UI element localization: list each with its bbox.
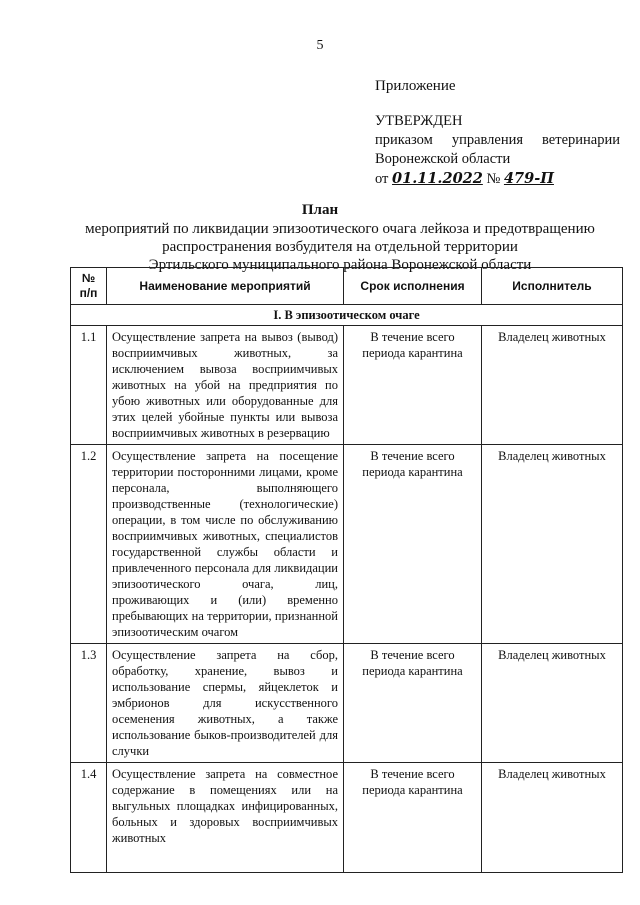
header-term: Срок исполнения — [344, 268, 482, 305]
row-num: 1.2 — [71, 445, 107, 644]
approval-status: УТВЕРЖДЕН — [375, 113, 463, 129]
page-number: 5 — [316, 38, 324, 53]
row-executor: Владелец животных — [482, 763, 623, 873]
row-text: Осуществление запрета на вывоз (вывод) восприимчивых животных, за исключением вывоза восприимчивых животных на убой на предприятия по убою животных или оборудованные для этих целей убойные пункты или вывоза восприимчивых животных в резервацию — [107, 326, 344, 445]
row-text: Осуществление запрета на сбор, обработку, хранение, вывоз и использование спермы, яйцеклеток и эмбрионов для искусственного осеменения животных, а также использование быков-производителей для случки — [107, 644, 344, 763]
section-row — [71, 305, 623, 326]
approval-number-sign: № — [486, 171, 501, 187]
approval-order-line: приказом управления ветеринарии — [375, 132, 620, 148]
row-executor: Владелец животных — [482, 644, 623, 763]
subtitle-line-1: мероприятий по ликвидации эпизоотического очага лейкоза и предотвращению — [85, 221, 595, 237]
row-text: Осуществление запрета на совместное содержание в помещениях или на выгульных площадках инфицированных, больных и здоровых восприимчивых животных — [107, 763, 344, 873]
approval-region-line: Воронежской области — [375, 151, 511, 167]
header-num: № п/п — [71, 268, 107, 305]
row-term: В течение всего периода карантина — [344, 445, 482, 644]
table-row — [71, 326, 623, 445]
row-term: В течение всего периода карантина — [344, 763, 482, 873]
row-num: 1.3 — [71, 644, 107, 763]
document-title: План — [301, 202, 339, 218]
row-executor: Владелец животных — [482, 445, 623, 644]
row-num: 1.4 — [71, 763, 107, 873]
approval-date-line — [375, 169, 620, 189]
approval-from-prefix: от — [375, 171, 389, 187]
row-executor: Владелец животных — [482, 326, 623, 445]
table-row — [71, 445, 623, 644]
approval-number: 479-П — [503, 170, 554, 187]
appendix-label: Приложение — [375, 78, 456, 94]
table-row — [71, 644, 623, 763]
subtitle-line-3: Эртильского муниципального района Воронежской области — [148, 257, 532, 273]
header-name: Наименование мероприятий — [107, 268, 344, 305]
approval-block — [375, 112, 620, 189]
table-header-row — [71, 268, 623, 305]
row-num: 1.1 — [71, 326, 107, 445]
row-text: Осуществление запрета на посещение территории посторонними лицами, кроме персонала, выполняющего производственные (технологические) операции, в том числе по обслуживанию восприимчивых животных, специалистов государственной службы области и привлеченного персонала для ликвидации эпизоотического очага, лиц, проживающих и (или) временно пребывающих на территории, признанной эпизоотическим очагом — [107, 445, 344, 644]
section-title: I. В эпизоотическом очаге — [71, 305, 623, 326]
header-executor: Исполнитель — [482, 268, 623, 305]
document-subtitle — [70, 220, 610, 274]
approval-date: 01.11.2022 — [392, 170, 483, 187]
subtitle-line-2: распространения возбудителя на отдельной территории — [162, 239, 518, 255]
row-term: В течение всего периода карантина — [344, 644, 482, 763]
row-term: В течение всего периода карантина — [344, 326, 482, 445]
plan-table — [70, 267, 623, 873]
table-row — [71, 763, 623, 873]
